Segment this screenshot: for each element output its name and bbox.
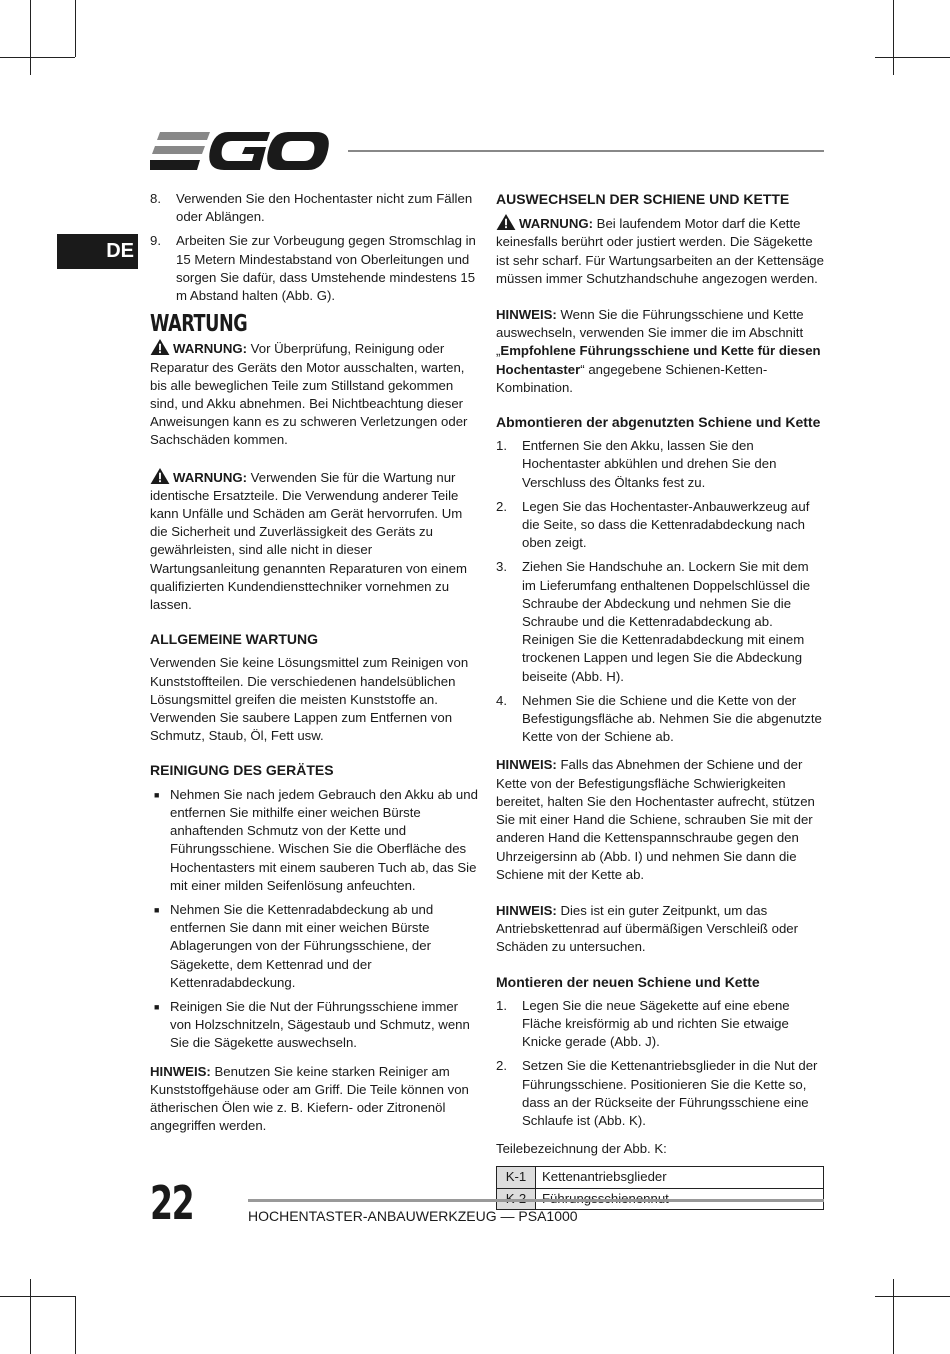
list-item: ■ Nehmen Sie nach jedem Gebrauch den Akku ab und entfernen Sie mithilfe einer weichen Bürste anhaftenden Schmutz von der Kette und Führungsschiene. Wischen Sie die Oberfläche des Hochentasters mit einem sauberen Tuch ab, das Sie mit einer milden Seifenlösung anfeuchten. (150, 786, 478, 895)
subsection-title: Abmontieren der abgenutzten Schiene und Kette (496, 414, 821, 431)
crop-mark (75, 1296, 76, 1354)
list-item: 4. Nehmen Sie die Schiene und die Kette von der Befestigungsfläche ab. Nehmen Sie die abgenutzte Kette von der Schiene ab. (496, 692, 822, 745)
bullet-icon: ■ (154, 1001, 160, 1012)
body-paragraph: Verwenden Sie keine Lösungsmittel zum Reinigen von Kunststoffteilen. Die verschiedenen handelsüblichen Lösungsmittel greifen die meisten Kunststoffe an. Verwenden Sie saubere Lappen zum Entfernen von Schmutz, Staub, Öl, Fett usw. (150, 655, 469, 744)
list-item: 8. Verwenden Sie den Hochentaster nicht zum Fällen oder Ablängen. (150, 191, 473, 225)
list-item: 1. Entfernen Sie den Akku, lassen Sie den Hochentaster abkühlen und drehen Sie den Verschluss des Öltanks fest zu. (496, 438, 777, 490)
list-item: 1. Legen Sie die neue Sägekette auf eine ebene Fläche kreisförmig ab und richten Sie etwaige Knicke gerade (Abb. J). (496, 997, 790, 1050)
safety-list (150, 190, 478, 305)
list-item: 2. Setzen Sie die Kettenantriebsglieder in die Nut der Führungsschiene. Positionieren Sie die Kette so, dass an der Rückseite der Führungsschiene eine Schlaufe ist (Abb. K). (496, 1058, 818, 1128)
section-title: AUSWECHSELN DER SCHIENE UND KETTE (496, 191, 790, 207)
crop-mark (30, 1279, 31, 1354)
language-tab: DE (57, 234, 138, 269)
crop-mark (30, 0, 31, 75)
section-title: REINIGUNG DES GERÄTES (150, 762, 334, 779)
subsection-title: Montieren der neuen Schiene und Kette (496, 973, 760, 990)
warning-paragraph: WARNUNG: Bei laufendem Motor darf die Kette keinesfalls berührt oder justiert werden. Die Sägekette ist sehr scharf. Für Wartungsarbeiten an der Kettensäge müssen immer Schutzhandschuhe angezogen werden. (496, 216, 824, 286)
list-item: 3. Ziehen Sie Handschuhe an. Lockern Sie mit dem im Lieferumfang enthaltenen Doppelschlüssel die Schraube der Abdeckung und nehmen Sie die Schraube und die Kettenradabdeckung ab. Reinigen Sie die Kettenradabdeckung mit einem trockenen Lappen und legen Sie die Abdeckung beiseite (Abb. H). (496, 559, 811, 684)
right-column (496, 190, 826, 1210)
note-paragraph: HINWEIS: Benutzen Sie keine starken Reiniger am Kunststoffgehäuse oder am Griff. Die Teile können von ätherischen Ölen wie z. B. Kiefern- oder Zitronenöl angegriffen werden. (150, 1063, 469, 1134)
crop-mark (875, 1296, 950, 1297)
install-steps (496, 997, 826, 1130)
crop-mark (893, 0, 894, 75)
warning-triangle-icon (150, 339, 170, 355)
warning-triangle-icon (150, 468, 170, 484)
section-title: ALLGEMEINE WARTUNG (150, 631, 318, 648)
crop-mark (893, 1279, 894, 1354)
crop-mark (875, 57, 950, 58)
list-item: 2. Legen Sie das Hochentaster-Anbauwerkzeug auf die Seite, so dass die Kettenradabdeckung nach oben zeigt. (496, 498, 810, 551)
bullet-icon: ■ (154, 789, 160, 800)
crop-mark (0, 57, 75, 58)
page-number: 22 (150, 1176, 194, 1230)
list-item: 9. Arbeiten Sie zur Vorbeugung gegen Stromschlag in 15 Metern Mindestabstand von Oberleitungen und sorgen Sie dafür, dass Umstehende mindestens 15 m Abstand halten (Abb. G). (150, 233, 476, 304)
footer-rule (248, 1199, 824, 1202)
note-paragraph: HINWEIS: Dies ist ein guter Zeitpunkt, um das Antriebskettenrad auf übermäßigen Verschleiß oder Schäden zu untersuchen. (496, 902, 799, 955)
header-rule (348, 150, 824, 152)
left-column (150, 190, 478, 1145)
note-paragraph: HINWEIS: Falls das Abnehmen der Schiene und der Kette von der Befestigungsfläche Schwierigkeiten bereitet, halten Sie den Hochentaster aufrecht, stützen Sie mit einer Hand die Schiene, schrauben Sie mit der anderen Hand die Kettenspannschraube gegen den Uhrzeigersinn ab (Abb. I) und nehmen Sie dann die Schiene mit der Kette ab. (496, 757, 815, 882)
removal-steps (496, 437, 826, 746)
note-paragraph: HINWEIS: Wenn Sie die Führungsschiene und Kette auswechseln, verwenden Sie immer die im Abschnitt „Empfohlene Führungsschiene und Kette für diesen Hochentaster“ angegebene Schienen-Ketten-Kombination. (496, 307, 821, 395)
list-item: ■ Nehmen Sie die Kettenradabdeckung ab und entfernen Sie dann mit einer weichen Bürste Ablagerungen von der Führungsschiene, der Sägekette, dem Kettenrad und der Kettenradabdeckung. (150, 901, 478, 992)
warning-triangle-icon (496, 214, 516, 230)
crop-mark (75, 0, 76, 57)
list-item: ■ Reinigen Sie die Nut der Führungsschiene immer von Holzschnitzeln, Sägestaub und Schmutz, wenn Sie die Sägekette auswechseln. (150, 998, 478, 1053)
cleaning-list (150, 786, 478, 1053)
warning-paragraph: WARNUNG: Verwenden Sie für die Wartung nur identische Ersatzteile. Die Verwendung anderer Teile kann Unfälle und Schäden am Gerät hervorrufen. Um die Sicherheit und Zuverlässigkeit des Geräts zu gewährleisten, sind alle nicht in dieser Wartungsanleitung genannten Reparaturen von einem qualifizierten Kundendiensttechniker vornehmen zu lassen. (150, 469, 467, 613)
warning-paragraph: WARNUNG: Vor Überprüfung, Reinigung oder Reparatur des Geräts den Motor ausschalten, warten, bis alle beweglichen Teile zum Stillstand gekommen sind, und Akku abnehmen. Bei Nichtbeachtung dieser Anweisungen kann es zu schweren Verletzungen oder Sachschäden kommen. (150, 341, 468, 448)
ego-logo (150, 130, 330, 172)
bullet-icon: ■ (154, 904, 160, 915)
section-heading-wartung: WARTUNG (150, 311, 248, 338)
parts-caption: Teilebezeichnung der Abb. K: (496, 1141, 667, 1157)
crop-mark (0, 1296, 75, 1297)
table-row: K-1 Kettenantriebsglieder (497, 1167, 824, 1188)
parts-table (496, 1166, 824, 1209)
footer-title: HOCHENTASTER-ANBAUWERKZEUG — PSA1000 (248, 1208, 578, 1224)
